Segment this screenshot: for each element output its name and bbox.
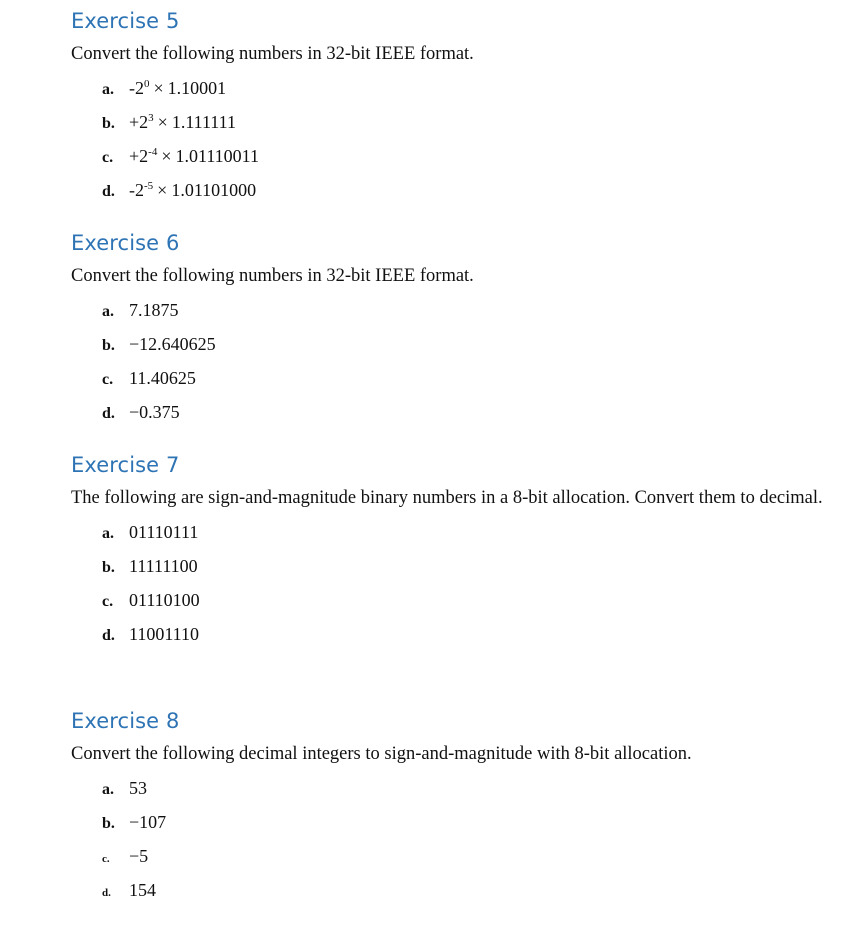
- times-sign: ×: [153, 78, 164, 98]
- exponent: 3: [148, 112, 154, 124]
- list-item: [102, 771, 831, 805]
- mantissa: 1.01101000: [171, 180, 257, 200]
- item-value: 01110111: [129, 522, 199, 542]
- item-label: c.: [102, 371, 114, 388]
- item-value: 53: [129, 778, 147, 798]
- exponent: -4: [148, 146, 158, 158]
- item-label: a.: [102, 81, 114, 98]
- item-value: −5: [129, 846, 149, 866]
- item-value: 154: [129, 880, 156, 900]
- exercise-7-list: [71, 515, 831, 651]
- exercise-6-list: [71, 293, 831, 429]
- item-value: −0.375: [129, 402, 180, 422]
- times-sign: ×: [161, 146, 172, 166]
- sign: +: [129, 112, 140, 132]
- item-label: c.: [102, 593, 114, 610]
- item-label: d.: [102, 627, 115, 644]
- item-label: c.: [102, 853, 110, 865]
- sign: -: [129, 78, 135, 98]
- mantissa: 1.01110011: [175, 146, 259, 166]
- exercise-6-heading: Exercise 6: [71, 231, 180, 255]
- exercise-6-section: [71, 230, 831, 429]
- base: 2: [135, 78, 144, 98]
- list-item: [102, 805, 831, 839]
- sign: +: [129, 146, 140, 166]
- item-value: 7.1875: [129, 300, 179, 320]
- times-sign: ×: [157, 180, 168, 200]
- item-value: 11.40625: [129, 368, 196, 388]
- sign: -: [129, 180, 135, 200]
- exercise-5-heading: Exercise 5: [71, 9, 180, 33]
- item-label: a.: [102, 303, 114, 320]
- list-item: [102, 173, 831, 207]
- item-label: d.: [102, 887, 111, 899]
- exercise-5-section: [71, 8, 831, 207]
- base: 2: [139, 112, 149, 132]
- item-label: b.: [102, 115, 115, 132]
- exercise-7-heading: Exercise 7: [71, 453, 180, 477]
- item-label: c.: [102, 149, 114, 166]
- base: 2: [139, 146, 149, 166]
- list-item: [102, 839, 831, 873]
- item-value: −12.640625: [129, 334, 216, 354]
- list-item: [102, 617, 831, 651]
- exercise-6-instructions: Convert the following numbers in 32-bit IEEE format.: [71, 266, 474, 286]
- exercise-7-instructions: The following are sign-and-magnitude binary numbers in a 8-bit allocation. Convert them to decimal.: [71, 488, 823, 508]
- item-label: a.: [102, 781, 114, 798]
- item-value: 11111100: [129, 556, 198, 576]
- list-item: [102, 873, 831, 907]
- list-item: [102, 583, 831, 617]
- exercise-8-instructions: Convert the following decimal integers to sign-and-magnitude with 8-bit allocation.: [71, 744, 692, 764]
- item-label: b.: [102, 337, 115, 354]
- list-item: [102, 361, 831, 395]
- item-label: b.: [102, 815, 115, 832]
- mantissa: 1.10001: [167, 78, 227, 98]
- item-value: 11001110: [129, 624, 199, 644]
- base: 2: [135, 180, 144, 200]
- exercise-8-list: [71, 771, 831, 907]
- exercise-5-instructions: Convert the following numbers in 32-bit IEEE format.: [71, 44, 474, 64]
- exercise-8-section: [71, 708, 831, 907]
- exponent: -5: [144, 180, 154, 192]
- item-label: d.: [102, 405, 115, 422]
- list-item: [102, 549, 831, 583]
- item-label: a.: [102, 525, 114, 542]
- item-value: −107: [129, 812, 167, 832]
- list-item: [102, 395, 831, 429]
- exercise-8-heading: Exercise 8: [71, 709, 180, 733]
- list-item: [102, 293, 831, 327]
- list-item: [102, 105, 831, 139]
- exponent: 0: [144, 78, 150, 90]
- exercise-7-section: [71, 452, 831, 651]
- item-label: d.: [102, 183, 115, 200]
- list-item: [102, 327, 831, 361]
- list-item: [102, 139, 831, 173]
- mantissa: 1.111111: [171, 112, 236, 132]
- list-item: [102, 71, 831, 105]
- list-item: [102, 515, 831, 549]
- item-value: 01110100: [129, 590, 200, 610]
- times-sign: ×: [157, 112, 168, 132]
- exercise-5-list: [71, 71, 831, 207]
- item-label: b.: [102, 559, 115, 576]
